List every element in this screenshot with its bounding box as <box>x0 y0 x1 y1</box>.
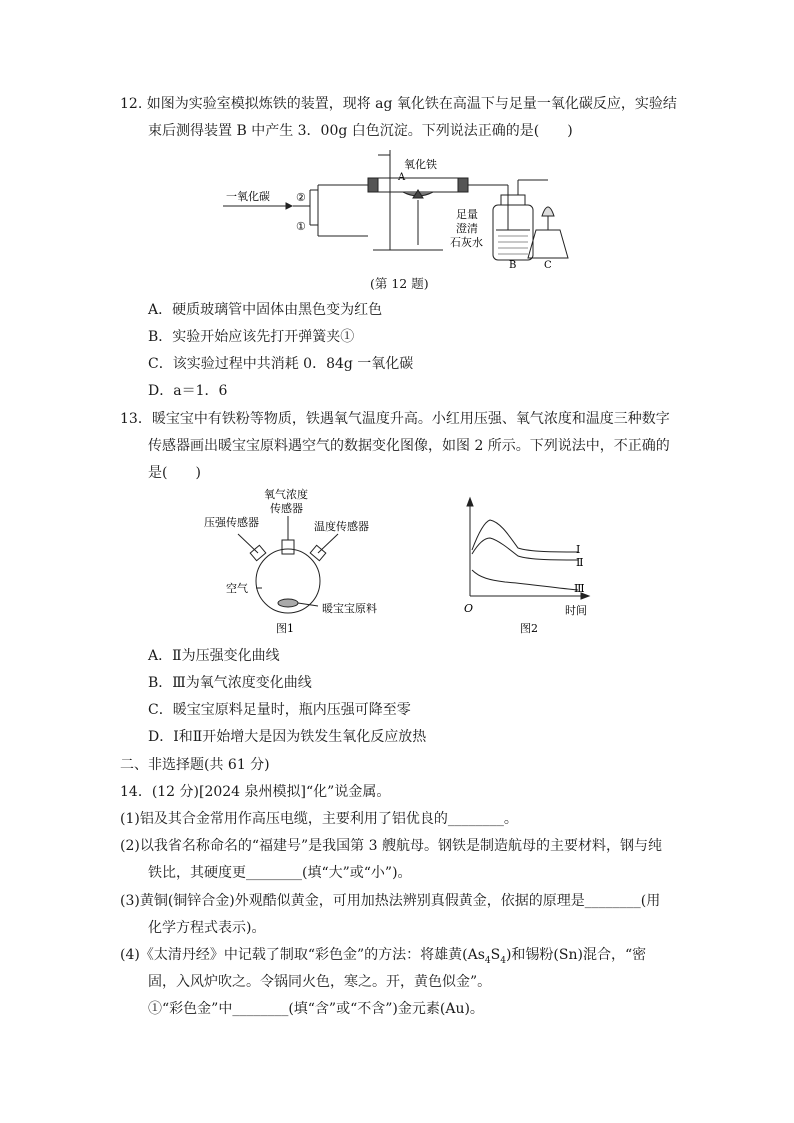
q14-part-4a-post: )和锡粉(Sn)混合，“密 <box>505 947 647 963</box>
q13-option-b: B．Ⅲ为氧气浓度变化曲线 <box>148 675 312 691</box>
label-a: A <box>398 172 406 183</box>
o2-sensor-label-1: 氧气浓度 <box>264 488 308 501</box>
q12-option-b: B．实验开始应该先打开弹簧夹① <box>148 329 355 345</box>
q14-sub-2: 4 <box>500 955 506 966</box>
q14-part-4a-pre: (4)《太清丹经》中记载了制取“彩色金”的方法：将雄黄(As <box>120 947 485 963</box>
q14-part-4b: 固，入风炉吹之。令锅同火色，寒之。开，黄色似金”。 <box>148 974 492 990</box>
q14-part-4c: ①“彩色金”中________(填“含”或“不含”)金元素(Au)。 <box>148 1001 484 1017</box>
curve-2-label: Ⅱ <box>576 556 584 569</box>
q12-line-2: 束后测得装置 B 中产生 3．00g 白色沉淀。下列说法正确的是( ) <box>148 123 573 139</box>
q14-part-2a: (2)以我省名称命名的“福建号”是我国第 3 艘航母。钢铁是制造航母的主要材料，钢与纯 <box>120 838 662 854</box>
curve-1-label: Ⅰ <box>576 543 581 556</box>
valve-2-label: ② <box>296 191 306 204</box>
air-label: 空气 <box>226 582 248 595</box>
iron-oxide-label: 氧化铁 <box>404 158 437 171</box>
figure-1-caption: 图1 <box>276 622 294 635</box>
q12-caption: (第 12 题) <box>370 276 429 291</box>
q14-sub-1: 4 <box>484 955 491 966</box>
q14-part-4a <box>120 945 646 971</box>
label-b: B <box>509 260 517 270</box>
q13-option-a: A．Ⅱ为压强变化曲线 <box>148 648 280 664</box>
q13-option-d: D．Ⅰ和Ⅱ开始增大是因为铁发生氧化反应放热 <box>148 729 427 745</box>
q13-line-2: 传感器画出暖宝宝原料遇空气的数据变化图像，如图 2 所示。下列说法中，不正确的 <box>148 438 670 454</box>
x-axis-label: 时间 <box>565 604 587 617</box>
q12-option-d: D．a＝1．6 <box>148 383 228 399</box>
q14-part-3a: (3)黄铜(铜锌合金)外观酷似黄金，可用加热法辨别真假黄金，依据的原理是________(用 <box>120 893 661 909</box>
limewater-label-2: 澄清 <box>456 222 478 235</box>
q13-figure-2 <box>460 494 600 638</box>
limewater-label-3: 石灰水 <box>450 236 483 249</box>
q14-part-2b: 铁比，其硬度更________(填“大”或“小”)。 <box>148 865 412 881</box>
q12-option-a: A．硬质玻璃管中固体由黑色变为红色 <box>148 302 383 318</box>
q13-figure-1 <box>200 486 400 638</box>
q14-part-1: (1)铝及其合金常用作高压电缆，主要利用了铝优良的________。 <box>120 811 518 827</box>
q13-option-c: C．暖宝宝原料足量时，瓶内压强可降至零 <box>148 702 411 718</box>
o2-sensor-label-2: 传感器 <box>270 502 303 515</box>
q14-part-4a-mid: S <box>490 947 501 963</box>
q12-number: 12. <box>120 96 143 112</box>
co-label: 一氧化碳 <box>226 190 270 203</box>
pressure-sensor-label: 压强传感器 <box>204 516 259 529</box>
label-c: C <box>544 260 552 270</box>
curve-3-label: Ⅲ <box>574 582 585 595</box>
q12-stem-1: 如图为实验室模拟炼铁的装置，现将 ag 氧化铁在高温下与足量一氧化碳反应，实验结 <box>146 96 677 112</box>
material-label: 暖宝宝原料 <box>322 602 377 615</box>
valve-1-label: ① <box>296 220 306 233</box>
q14-line-1: 14．(12 分)[2024 泉州模拟]“化”说金属。 <box>120 784 391 800</box>
q12-apparatus-figure <box>218 150 578 270</box>
origin-label: O <box>464 602 474 615</box>
limewater-label-1: 足量 <box>456 208 478 221</box>
q13-line-1: 13．暖宝宝中有铁粉等物质，铁遇氧气温度升高。小红用压强、氧气浓度和温度三种数字 <box>120 411 670 427</box>
section-2-heading: 二、非选择题(共 61 分) <box>120 757 270 773</box>
q12-line-1 <box>120 94 677 114</box>
figure-2-caption: 图2 <box>520 622 538 635</box>
q14-part-3b: 化学方程式表示)。 <box>148 920 266 936</box>
temp-sensor-label: 温度传感器 <box>314 520 369 533</box>
q13-line-3: 是( ) <box>148 465 201 481</box>
q12-option-c: C．该实验过程中共消耗 0．84g 一氧化碳 <box>148 356 414 372</box>
